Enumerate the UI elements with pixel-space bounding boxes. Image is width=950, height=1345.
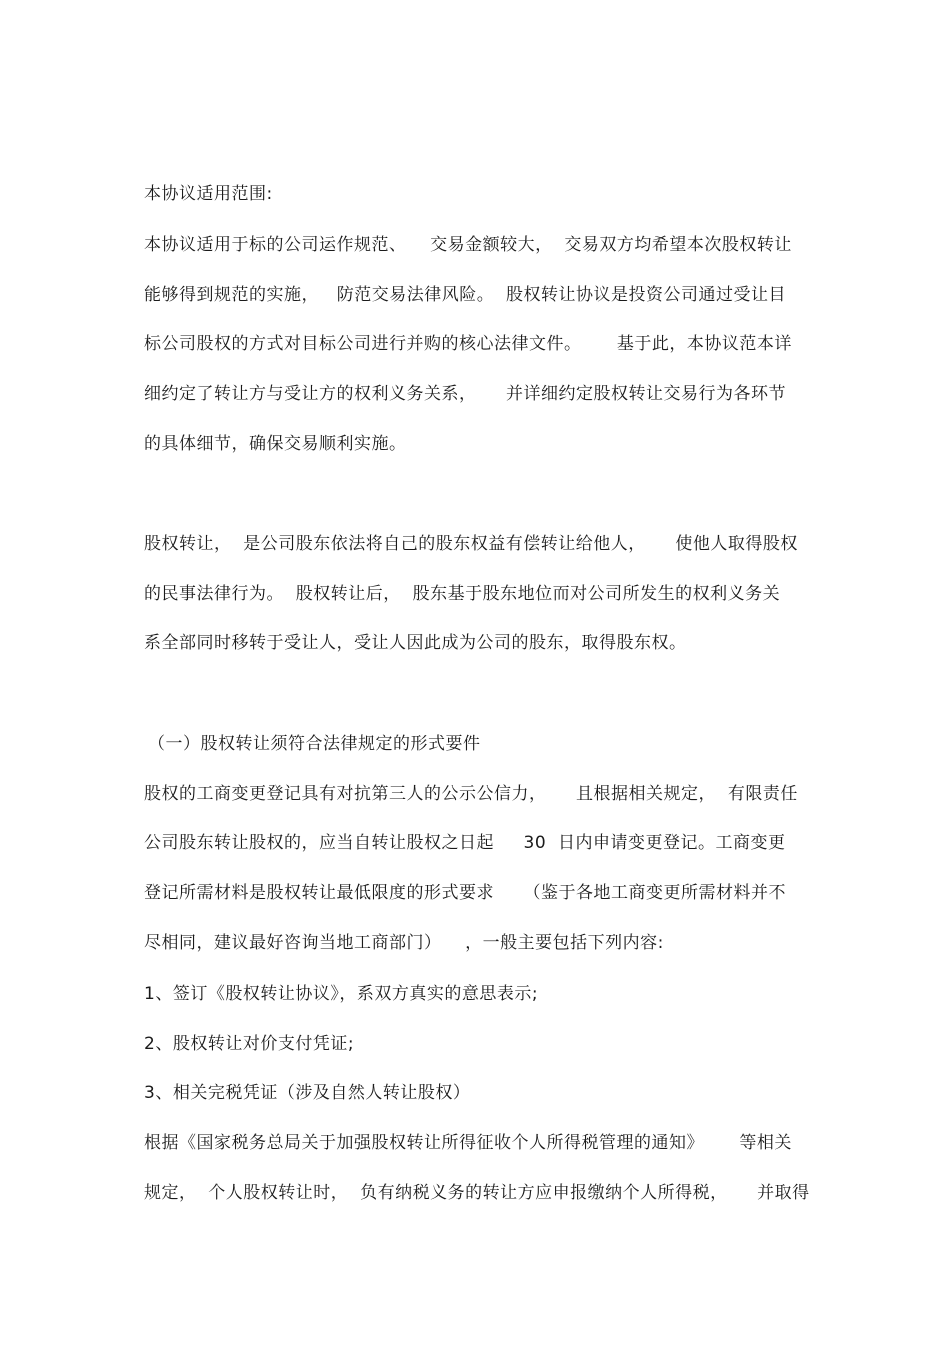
formal-requirements-line: 尽相同，建议最好咨询当地工商部门） ，一般主要包括下列内容:	[144, 933, 664, 953]
formal-requirements-line: 公司股东转让股权的，应当自转让股权之日起 30 日内申请变更登记。工商变更	[144, 833, 786, 853]
scope-paragraph-line: 能够得到规范的实施， 防范交易法律风险。 股权转让协议是投资公司通过受让目	[144, 285, 787, 305]
scope-paragraph-line: 细约定了转让方与受让方的权利义务关系， 并详细约定股权转让交易行为各环节	[144, 384, 787, 404]
scope-heading: 本协议适用范围:	[144, 184, 273, 204]
scope-paragraph-line: 的具体细节，确保交易顺利实施。	[144, 434, 407, 454]
formal-requirements-heading: （一）股权转让须符合法律规定的形式要件	[148, 734, 481, 754]
list-item: 1、签订《股权转让协议》，系双方真实的意思表示;	[144, 984, 539, 1004]
scope-paragraph-line: 标公司股权的方式对目标公司进行并购的核心法律文件。 基于此，本协议范本详	[144, 334, 792, 354]
definition-paragraph-line: 股权转让， 是公司股东依法将自己的股东权益有偿转让给他人， 使他人取得股权	[144, 534, 798, 554]
formal-requirements-line: 股权的工商变更登记具有对抗第三人的公示公信力， 且根据相关规定， 有限责任	[144, 784, 798, 804]
definition-paragraph-line: 系全部同时移转于受让人，受让人因此成为公司的股东，取得股东权。	[144, 633, 687, 653]
list-item: 2、股权转让对价支付凭证;	[144, 1034, 355, 1054]
formal-requirements-line: 规定， 个人股权转让时， 负有纳税义务的转让方应申报缴纳个人所得税， 并取得	[144, 1183, 810, 1203]
formal-requirements-line: 登记所需材料是股权转让最低限度的形式要求 （鉴于各地工商变更所需材料并不	[144, 883, 787, 903]
list-item: 3、相关完税凭证（涉及自然人转让股权）	[144, 1083, 471, 1103]
definition-paragraph-line: 的民事法律行为。 股权转让后， 股东基于股东地位而对公司所发生的权利义务关	[144, 584, 781, 604]
scope-paragraph-line: 本协议适用于标的公司运作规范、 交易金额较大， 交易双方均希望本次股权转让	[144, 235, 792, 255]
formal-requirements-line: 根据《国家税务总局关于加强股权转让所得征收个人所得税管理的通知》 等相关	[144, 1133, 792, 1153]
